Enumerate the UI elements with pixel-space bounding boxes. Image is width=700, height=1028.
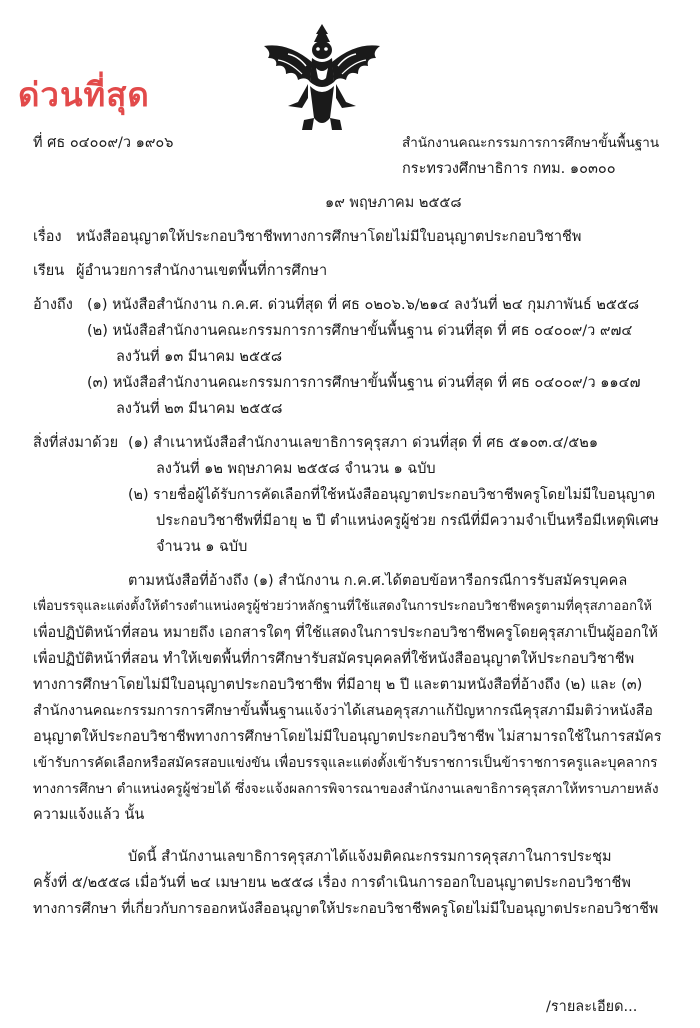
document-number: ที่ ศธ ๐๔๐๐๙/ว ๑๙๐๖ (33, 135, 174, 151)
body-paragraph-1-line: ทางการศึกษาโดยไม่มีใบอนุญาตประกอบวิชาชีพ ที่มีอายุ ๒ ปี และตามหนังสือที่อ้างถึง (๒) และ (๓) (33, 677, 643, 693)
body-paragraph-1-line: ทางการศึกษา ตำแหน่งครูผู้ช่วยได้ ซึ่งจะแจ้งผลการพิจารณาของสำนักงานเลขาธิการคุรุสภาให้ทราบภายหลัง (33, 781, 659, 797)
enclosure-line: จำนวน ๑ ฉบับ (156, 539, 248, 555)
recipient-label: เรียน (33, 263, 65, 279)
issuing-office-name: สำนักงานคณะกรรมการการศึกษาขั้นพื้นฐาน (402, 135, 660, 151)
continuation-note: /รายละเอียด... (546, 999, 638, 1015)
body-paragraph-2-line: ทางการศึกษา ที่เกี่ยวกับการออกหนังสืออนุญาตให้ประกอบวิชาชีพครูโดยไม่มีใบอนุญาตประกอบวิชาชีพ (33, 901, 659, 917)
document-date: ๑๙ พฤษภาคม ๒๕๕๘ (325, 195, 462, 211)
issuing-office-address: กระทรวงศึกษาธิการ กทม. ๑๐๓๐๐ (402, 161, 616, 177)
body-paragraph-1-line: ความแจ้งแล้ว นั้น (33, 807, 145, 823)
reference-line: (๒) หนังสือสำนักงานคณะกรรมการการศึกษาขั้นพื้นฐาน ด่วนที่สุด ที่ ศธ ๐๔๐๐๙/ว ๙๗๔ (87, 323, 633, 339)
subject-label: เรื่อง (33, 229, 62, 245)
enclosure-line: (๒) รายชื่อผู้ได้รับการคัดเลือกที่ใช้หนังสืออนุญาตประกอบวิชาชีพครูโดยไม่มีใบอนุญาต (128, 487, 656, 503)
subject-text: หนังสืออนุญาตให้ประกอบวิชาชีพทางการศึกษาโดยไม่มีใบอนุญาตประกอบวิชาชีพ (76, 229, 582, 245)
body-paragraph-1-line: อนุญาตให้ประกอบวิชาชีพทางการศึกษาโดยไม่มีใบอนุญาตประกอบวิชาชีพ ไม่สามารถใช้ในการสมัคร (33, 729, 662, 745)
reference-line: (๑) หนังสือสำนักงาน ก.ค.ศ. ด่วนที่สุด ที่ ศธ ๐๒๐๖.๖/๒๑๔ ลงวันที่ ๒๔ กุมภาพันธ์ ๒๕๕๘ (87, 297, 640, 313)
body-paragraph-1-line: เพื่อปฏิบัติหน้าที่สอน ทำให้เขตพื้นที่การศึกษารับสมัครบุคคลที่ใช้หนังสืออนุญาตให้ประกอบวิชาชีพ (33, 651, 635, 667)
recipient-text: ผู้อำนวยการสำนักงานเขตพื้นที่การศึกษา (76, 263, 328, 279)
body-paragraph-2-line: บัดนี้ สำนักงานเลขาธิการคุรุสภาได้แจ้งมติคณะกรรมการคุรุสภาในการประชุม (128, 849, 612, 865)
enclosure-line: ประกอบวิชาชีพที่มีอายุ ๒ ปี ตำแหน่งครูผู้ช่วย กรณีที่มีความจำเป็นหรือมีเหตุพิเศษ (156, 513, 659, 529)
enclosure-line: ลงวันที่ ๑๒ พฤษภาคม ๒๕๕๘ จำนวน ๑ ฉบับ (156, 461, 436, 477)
reference-line: (๓) หนังสือสำนักงานคณะกรรมการการศึกษาขั้นพื้นฐาน ด่วนที่สุด ที่ ศธ ๐๔๐๐๙/ว ๑๑๔๗ (87, 375, 641, 391)
body-paragraph-1-line: เข้ารับการคัดเลือกหรือสมัครสอบแข่งขัน เพื่อบรรจุและแต่งตั้งเข้ารับราชการเป็นข้าราชการครูและบุคลากร (33, 755, 658, 771)
enclosures-label: สิ่งที่ส่งมาด้วย (33, 435, 119, 451)
body-paragraph-1-line: สำนักงานคณะกรรมการการศึกษาขั้นพื้นฐานแจ้งว่าได้เสนอคุรุสภาแก้ปัญหากรณีคุรุสภามีมติว่าหนังสือ (33, 703, 653, 719)
urgency-stamp: ด่วนที่สุด (18, 75, 150, 114)
garuda-emblem-icon (258, 22, 386, 134)
body-paragraph-1-line: เพื่อบรรจุและแต่งตั้งให้ดำรงตำแหน่งครูผู้ช่วยว่าหลักฐานที่ใช้แสดงในการประกอบวิชาชีพครูตามที่คุรุสภาออกให้ (33, 599, 652, 614)
body-paragraph-1-line: เพื่อปฏิบัติหน้าที่สอน หมายถึง เอกสารใดๆ ที่ใช้แสดงในการประกอบวิชาชีพครูโดยคุรุสภาเป็นผู้ออกให้ (33, 625, 658, 641)
body-paragraph-1-line: ตามหนังสือที่อ้างถึง (๑) สำนักงาน ก.ค.ศ.ได้ตอบข้อหารือกรณีการรับสมัครบุคคล (128, 573, 628, 589)
body-paragraph-2-line: ครั้งที่ ๕/๒๕๕๘ เมื่อวันที่ ๒๔ เมษายน ๒๕๕๘ เรื่อง การดำเนินการออกใบอนุญาตประกอบวิชาชีพ (33, 875, 631, 891)
references-label: อ้างถึง (33, 297, 73, 313)
reference-line: ลงวันที่ ๒๓ มีนาคม ๒๕๕๘ (116, 401, 283, 417)
enclosure-line: (๑) สำเนาหนังสือสำนักงานเลขาธิการคุรุสภา ด่วนที่สุด ที่ ศธ ๕๑๐๓.๔/๕๒๑ (128, 435, 599, 451)
reference-line: ลงวันที่ ๑๓ มีนาคม ๒๕๕๘ (116, 349, 283, 365)
